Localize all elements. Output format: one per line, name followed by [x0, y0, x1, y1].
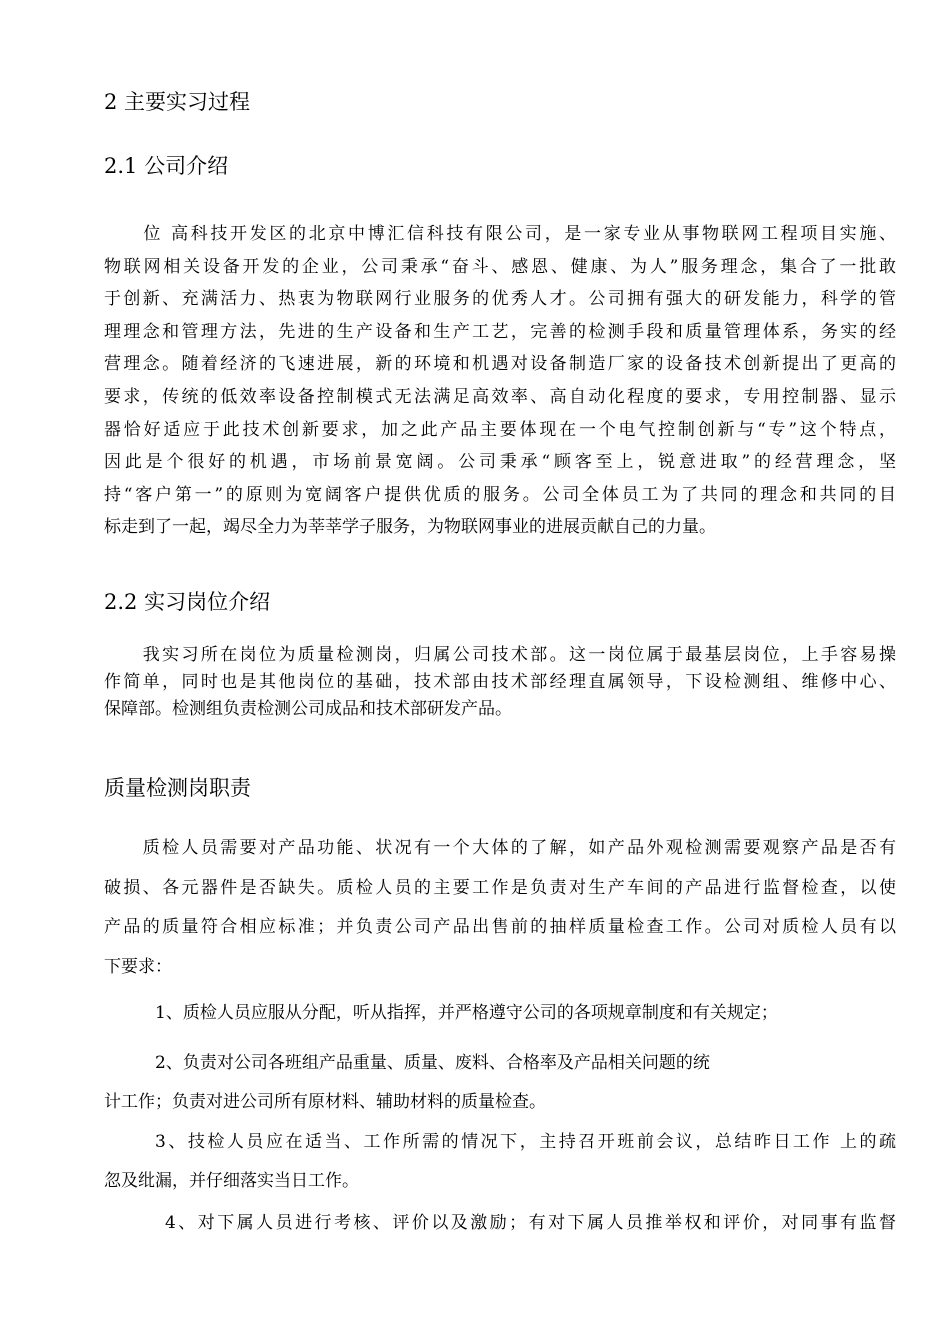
- paragraph-line: 破损、各元器件是否缺失。质检人员的主要工作是负责对生产车间的产品进行监督检查，以使: [104, 877, 896, 898]
- paragraph-line: 位 高科技开发区的北京中博汇信科技有限公司，是一家专业从事物联网工程项目实施、: [104, 224, 896, 244]
- paragraph-line: 产品的质量符合相应标准；并负责公司产品出售前的抽样质量检查工作。公司对质检人员有以: [104, 917, 896, 937]
- duties-paragraph: [104, 829, 896, 987]
- paragraph-line: 因此是个很好的机遇，市场前景宽阔。公司秉承“顾客至上，锐意进取”的经营理念，坚: [104, 452, 896, 473]
- company-intro-heading: 2.1 公司介绍: [104, 154, 229, 178]
- duty-item-2-line-2: 计工作；负责对进公司所有原材料、辅助材料的质量检查。: [104, 1092, 546, 1112]
- paragraph-line: 要求，传统的低效率设备控制模式无法满足高效率、高自动化程度的要求，专用控制器、显示: [104, 386, 896, 407]
- company-intro-paragraph: [104, 218, 896, 544]
- position-intro-heading: 2.2 实习岗位介绍: [104, 590, 271, 614]
- paragraph-line: 质检人员需要对产品功能、状况有一个大体的了解，如产品外观检测需要观察产品是否有: [104, 838, 896, 858]
- duty-item-3-line-2: 忽及纰漏，并仔细落实当日工作。: [104, 1171, 359, 1191]
- duty-item-1: 1、质检人员应服从分配，听从指挥，并严格遵守公司的各项规章制度和有关规定；: [155, 1003, 778, 1023]
- paragraph-line: 器恰好适应于此技术创新要求，加之此产品主要体现在一个电气控制创新与“专”这个特点，: [104, 419, 896, 440]
- paragraph-line: 营理念。随着经济的飞速进展，新的环境和机遇对设备制造厂家的设备技术创新提出了更高的: [104, 354, 896, 375]
- paragraph-line: 保障部。检测组负责检测公司成品和技术部研发产品。: [104, 699, 512, 719]
- duty-item-3-line-1: 3、技检人员应在适当、工作所需的情况下，主持召开班前会议，总结昨日工作 上的疏: [155, 1132, 896, 1152]
- duty-item-4: 4、对下属人员进行考核、评价以及激励；有对下属人员推举权和评价，对同事有监督: [165, 1213, 896, 1233]
- position-intro-paragraph: [104, 642, 896, 723]
- duties-heading: 质量检测岗职责: [104, 776, 251, 800]
- paragraph-line: 作简单，同时也是其他岗位的基础，技术部由技术部经理直属领导，下设检测组、维修中心、: [104, 672, 896, 692]
- duty-item-2-line-1: 2、负责对公司各班组产品重量、质量、废料、合格率及产品相关问题的统: [155, 1053, 710, 1073]
- paragraph-line: 物联网相关设备开发的企业，公司秉承“奋斗、感恩、健康、为人”服务理念，集合了一批敢: [104, 256, 896, 277]
- paragraph-line: 我实习所在岗位为质量检测岗，归属公司技术部。这一岗位属于最基层岗位，上手容易操: [104, 645, 896, 665]
- paragraph-line: 标走到了一起，竭尽全力为莘莘学子服务，为物联网事业的进展贡献自己的力量。: [104, 517, 716, 538]
- paragraph-line: 下要求：: [104, 956, 172, 977]
- section-heading: 2 主要实习过程: [104, 90, 251, 114]
- paragraph-line: 理理念和管理方法，先进的生产设备和生产工艺，完善的检测手段和质量管理体系，务实的经: [104, 321, 896, 342]
- paragraph-line: 于创新、充满活力、热衷为物联网行业服务的优秀人才。公司拥有强大的研发能力，科学的管: [104, 289, 896, 310]
- paragraph-line: 持“客户第一”的原则为宽阔客户提供优质的服务。公司全体员工为了共同的理念和共同的目: [104, 484, 896, 505]
